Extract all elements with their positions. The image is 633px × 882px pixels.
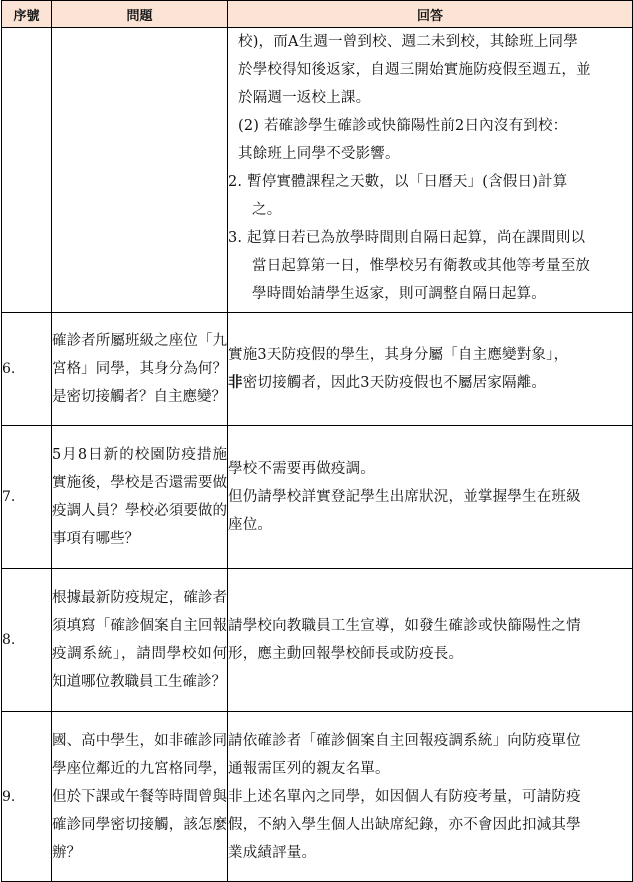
- qa-table: [1, 0, 633, 882]
- row-question: 國、高中學生，如非確診同學座位鄰近的九宮格同學，但於下課或午餐等時間曾與確診同學密切接觸，該怎麼辦？: [52, 712, 228, 882]
- table-row: [2, 712, 633, 882]
- answer-line: 於學校得知後返家，自週三開始實施防疫假至週五，並: [238, 62, 591, 78]
- answer-line: 座位。: [228, 517, 273, 533]
- row-answer: [228, 313, 633, 426]
- answer-line: 請學校向教職員工生宣導，如發生確診或快篩陽性之情: [228, 618, 581, 634]
- header-question: 問題: [52, 1, 228, 28]
- row-number: 6.: [2, 313, 52, 426]
- answer-line-rest: 密切接觸者，因此3天防疫假也不屬居家隔離。: [242, 375, 547, 391]
- answer-line: 形，應主動回報學校師長或防疫長。: [228, 646, 464, 662]
- row-number: 8.: [2, 569, 52, 712]
- answer-line: 2. 暫停實體課程之天數，以「日曆天」(含假日)計算: [228, 174, 568, 190]
- table-row: [2, 569, 633, 712]
- header-answer: 回答: [228, 1, 633, 28]
- answer-line: 非上述名單內之同學，如因個人有防疫考量，可請防疫: [228, 788, 581, 805]
- answer-line: [228, 369, 632, 397]
- answer-line: 之。: [252, 202, 282, 218]
- row-question-empty: [52, 28, 228, 313]
- answer-line: 業成績評量。: [228, 844, 317, 861]
- answer-line: 於隔週一返校上課。: [238, 90, 371, 106]
- answer-line: 假，不納入學生個人出缺席紀錄，亦不會因此扣減其學: [228, 816, 581, 833]
- answer-line: 實施3天防疫假的學生，其身分屬「自主應變對象」，: [228, 347, 569, 363]
- table-row: [2, 313, 633, 426]
- row-number: 7.: [2, 426, 52, 569]
- answer-line: 學校不需要再做疫調。: [228, 461, 375, 477]
- answer-line: 當日起算第一日，惟學校另有衛教或其他等考量至放: [252, 258, 591, 274]
- answer-line: 3. 起算日若已為放學時間則自隔日起算，尚在課間則以: [228, 230, 586, 246]
- row-answer: [228, 569, 633, 712]
- table-header-row: [2, 1, 633, 28]
- answer-line: 學時間始請學生返家，則可調整自隔日起算。: [252, 286, 546, 302]
- row-question: 確診者所屬班級之座位「九宮格」同學，其身分為何？是密切接觸者？自主應變？: [52, 313, 228, 426]
- row-answer: [228, 712, 633, 882]
- row-question: 根據最新防疫規定，確診者須填寫「確診個案自主回報疫調系統」，請問學校如何知道哪位教職員工生確診？: [52, 569, 228, 712]
- row-answer: [228, 426, 633, 569]
- row-number-empty: [2, 28, 52, 313]
- answer-line: (2) 若確診學生確診或快篩陽性前2日內沒有到校：: [238, 118, 568, 134]
- answer-line: 但仍請學校詳實登記學生出席狀況，並掌握學生在班級: [228, 489, 581, 505]
- table-row: [2, 426, 633, 569]
- row-answer-continuation: [228, 28, 633, 313]
- answer-line: 請依確診者「確診個案自主回報疫調系統」向防疫單位: [228, 732, 581, 749]
- header-number: 序號: [2, 1, 52, 28]
- table-row-continuation: [2, 28, 633, 313]
- bold-emphasis: 非: [228, 374, 243, 391]
- answer-line: 校)，而A生週一曾到校、週二未到校，其餘班上同學: [238, 34, 578, 50]
- row-question: 5月8日新的校園防疫措施實施後，學校是否還需要做疫調人員？學校必須要做的事項有哪些？: [52, 426, 228, 569]
- answer-line: 通報需匡列的親友名單。: [228, 760, 390, 777]
- answer-line: 其餘班上同學不受影響。: [238, 146, 400, 162]
- row-number: 9.: [2, 712, 52, 882]
